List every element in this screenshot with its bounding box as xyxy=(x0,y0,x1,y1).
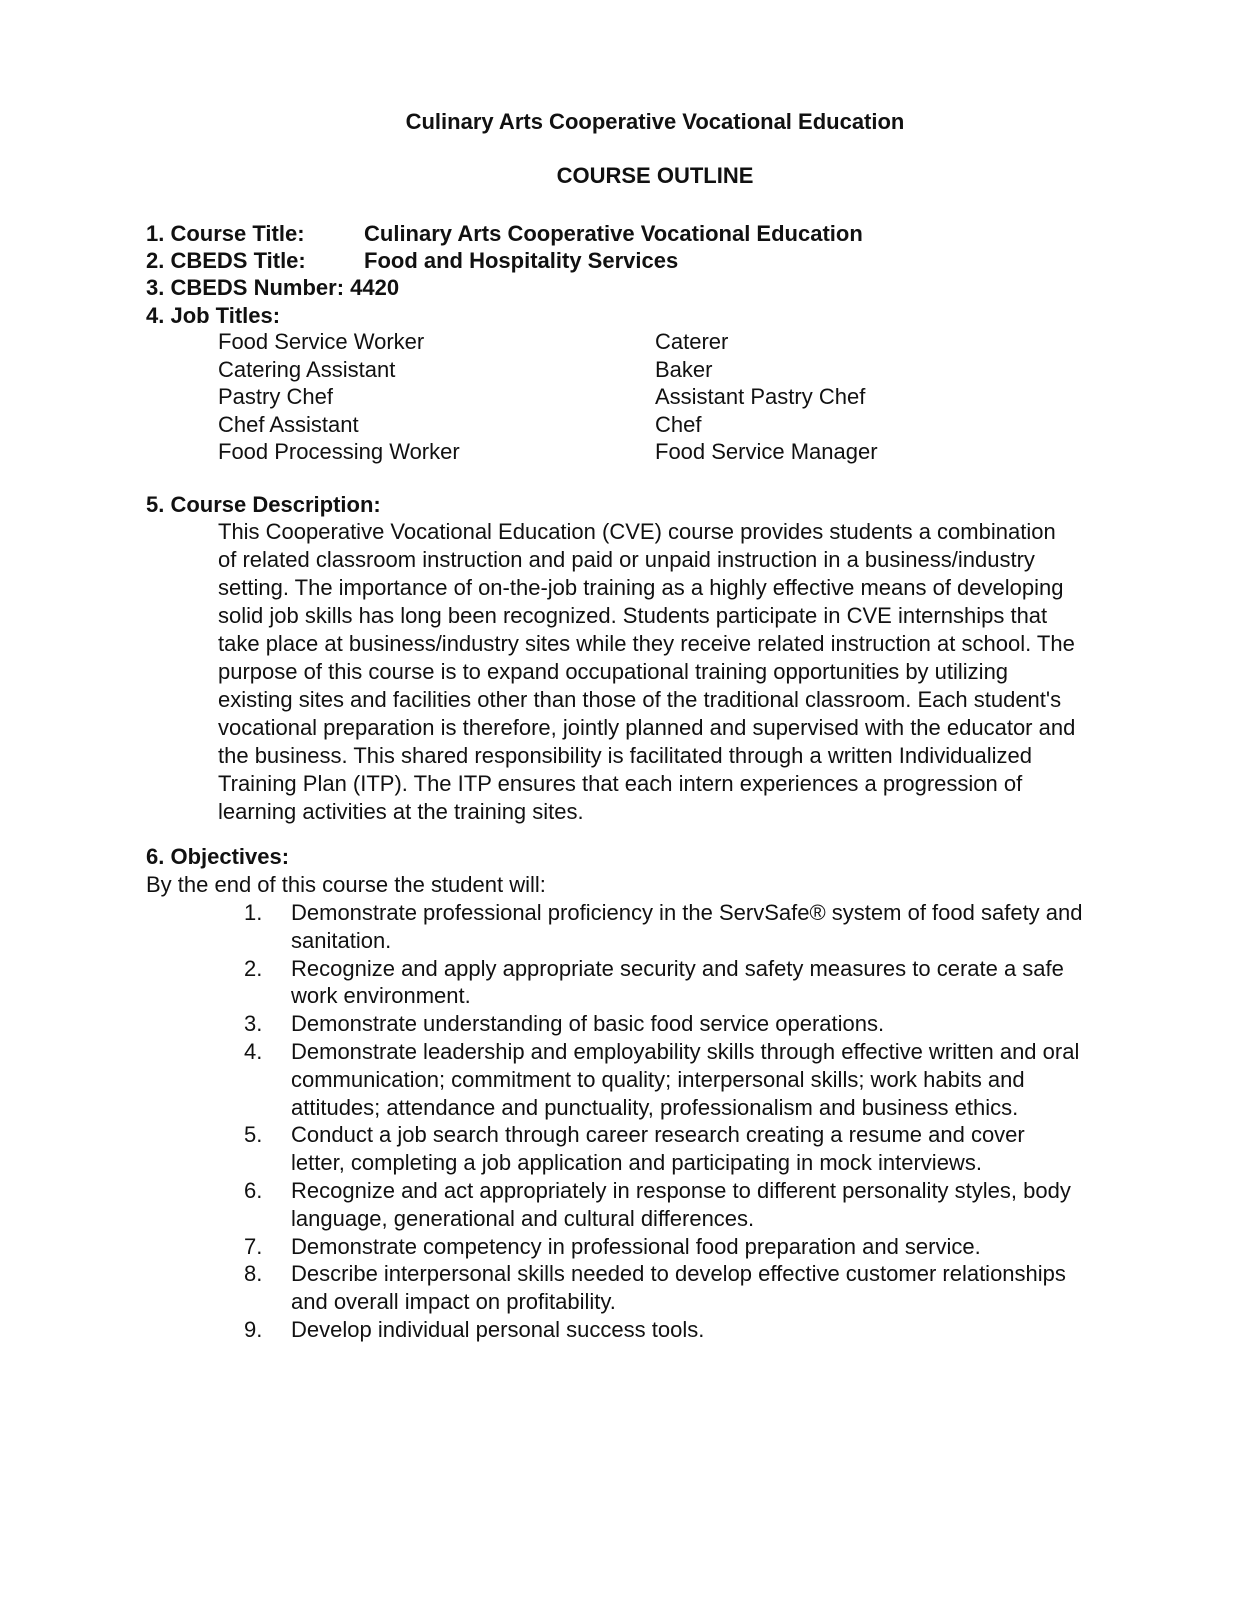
description-line: Training Plan (ITP). The ITP ensures that each intern experiences a progression of xyxy=(218,771,1023,796)
job-title: Chef Assistant xyxy=(218,411,359,437)
objective-item xyxy=(244,1038,1191,1121)
description-line: setting. The importance of on-the-job training as a highly effective means of developing xyxy=(218,575,1064,600)
course-title-row xyxy=(146,220,863,248)
job-title: Baker xyxy=(655,356,713,382)
job-title: Catering Assistant xyxy=(218,356,396,382)
objective-text-line: Demonstrate professional proficiency in the ServSafe® system of food safety and xyxy=(291,900,1083,925)
objective-text-line: and overall impact on profitability. xyxy=(291,1289,616,1315)
description-line: learning activities at the training sites. xyxy=(218,799,584,824)
objective-item xyxy=(244,1233,1191,1261)
objective-item xyxy=(244,1121,1191,1177)
job-title: Food Service Worker xyxy=(218,329,425,354)
cbeds-number-label: 3. CBEDS Number: 4420 xyxy=(146,275,400,300)
job-title: Food Service Manager xyxy=(655,439,878,465)
cbeds-title-row xyxy=(146,247,678,275)
cbeds-title-value: Food and Hospitality Services xyxy=(364,248,679,273)
job-title: Assistant Pastry Chef xyxy=(655,384,866,410)
objective-text-line: Develop individual personal success tools. xyxy=(291,1316,705,1342)
objective-number: 8. xyxy=(244,1261,263,1287)
objectives-heading: 6. Objectives: xyxy=(146,844,290,869)
document-subtitle: COURSE OUTLINE xyxy=(556,163,754,188)
description-line: take place at business/industry sites while they receive related instruction at school. The xyxy=(218,631,1075,656)
document-title: Culinary Arts Cooperative Vocational Education xyxy=(405,109,905,134)
course-description-paragraph xyxy=(218,518,1168,826)
objective-text-line: attitudes; attendance and punctuality, professionalism and business ethics. xyxy=(291,1094,1019,1120)
job-titles-label: 4. Job Titles: xyxy=(146,303,281,328)
objective-text-line: Describe interpersonal skills needed to develop effective customer relationships xyxy=(291,1261,1066,1287)
cbeds-title-label: 2. CBEDS Title: xyxy=(146,248,306,273)
job-title: Caterer xyxy=(655,329,729,354)
description-line: the business. This shared responsibility is facilitated through a written Individualized xyxy=(218,743,1033,768)
objective-item xyxy=(244,1260,1191,1316)
objectives-list xyxy=(0,899,1236,1344)
objective-text-line: communication; commitment to quality; interpersonal skills; work habits and xyxy=(291,1066,1025,1092)
description-line: existing sites and facilities other than those of the traditional classroom. Each student's xyxy=(218,687,1062,712)
job-titles-left-column xyxy=(218,328,460,466)
objective-number: 5. xyxy=(244,1122,263,1148)
job-title: Chef xyxy=(655,411,702,437)
objective-text-line: work environment. xyxy=(291,983,471,1009)
objective-text-line: Recognize and act appropriately in response to different personality styles, body xyxy=(291,1177,1071,1203)
objective-number: 2. xyxy=(244,955,263,981)
objective-number: 6. xyxy=(244,1177,263,1203)
objective-text-line: Demonstrate competency in professional food preparation and service. xyxy=(291,1233,981,1259)
objective-number: 3. xyxy=(244,1011,263,1037)
course-title-label: 1. Course Title: xyxy=(146,221,305,246)
objective-text-line: sanitation. xyxy=(291,927,392,953)
objective-item xyxy=(244,955,1191,1011)
objective-text-line: letter, completing a job application and participating in mock interviews. xyxy=(291,1150,982,1176)
objective-item xyxy=(244,899,1191,955)
objective-text-line: Demonstrate leadership and employability skills through effective written and oral xyxy=(291,1038,1080,1064)
course-title-value: Culinary Arts Cooperative Vocational Education xyxy=(364,221,863,246)
objective-number: 9. xyxy=(244,1316,263,1342)
job-title: Food Processing Worker xyxy=(218,439,460,465)
objective-number: 1. xyxy=(244,900,263,925)
objective-text-line: Demonstrate understanding of basic food service operations. xyxy=(291,1011,885,1037)
description-line: vocational preparation is therefore, jointly planned and supervised with the educator and xyxy=(218,715,1076,740)
job-titles-right-column xyxy=(655,328,878,466)
job-titles-row xyxy=(146,302,280,330)
description-line: This Cooperative Vocational Education (CVE) course provides students a combination xyxy=(218,519,1056,544)
objective-text-line: Recognize and apply appropriate security and safety measures to cerate a safe xyxy=(291,955,1064,981)
objective-text-line: language, generational and cultural differences. xyxy=(291,1205,755,1231)
objective-item xyxy=(244,1316,1191,1344)
description-line: solid job skills has long been recognized. Students participate in CVE internships that xyxy=(218,603,1048,628)
description-line: purpose of this course is to expand occupational training opportunities by utilizing xyxy=(218,659,1009,684)
objective-item xyxy=(244,1010,1191,1038)
objectives-intro: By the end of this course the student will: xyxy=(146,872,546,897)
cbeds-number-row xyxy=(146,274,399,302)
description-line: of related classroom instruction and paid or unpaid instruction in a business/industry xyxy=(218,547,1035,572)
objective-number: 4. xyxy=(244,1038,263,1064)
job-title: Pastry Chef xyxy=(218,384,333,410)
course-description-heading: 5. Course Description: xyxy=(146,492,381,517)
objective-item xyxy=(244,1177,1191,1233)
objective-number: 7. xyxy=(244,1233,263,1259)
objective-text-line: Conduct a job search through career research creating a resume and cover xyxy=(291,1122,1025,1148)
